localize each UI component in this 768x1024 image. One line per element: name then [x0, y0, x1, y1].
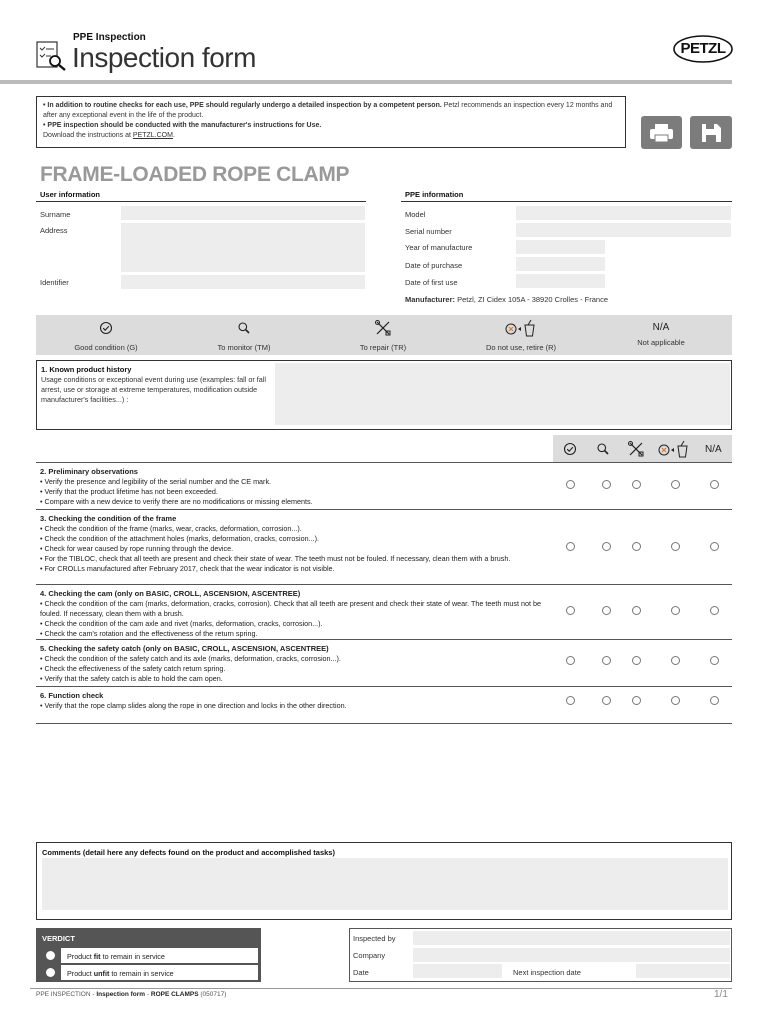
radio-function-retire[interactable]	[671, 696, 680, 705]
history-text: Usage conditions or exceptional event during use (examples: fall or fall arrest, use or storage at extreme temperatures, modification outside manufacturer's facilities...) :	[41, 375, 266, 404]
radio-cam-na[interactable]	[710, 606, 719, 615]
purchase-field[interactable]	[516, 257, 605, 271]
radio-preliminary-good[interactable]	[566, 480, 575, 489]
radio-verdict-unfit[interactable]	[46, 968, 55, 977]
radio-catch-na[interactable]	[710, 656, 719, 665]
col-monitor-icon	[596, 442, 610, 461]
section-function	[36, 687, 732, 724]
surname-field[interactable]	[121, 206, 365, 220]
manufacturer-value: Petzl, ZI Cidex 105A - 38920 Crolles - France	[455, 295, 609, 304]
check-circle-icon	[99, 321, 113, 335]
col-retire-icon	[657, 440, 691, 463]
page-title: Inspection form	[72, 42, 256, 73]
col-repair-icon	[627, 440, 645, 463]
col-good-icon	[563, 442, 577, 461]
year-label: Year of manufacture	[405, 243, 473, 252]
section-title: 5. Checking the safety catch (only on BASIC, CROLL, ASCENSION, ASCENTREE)	[40, 644, 329, 653]
next-date-field[interactable]	[636, 964, 730, 978]
petzl-logo	[673, 34, 733, 64]
magnifier-icon	[237, 321, 251, 335]
print-button[interactable]	[641, 116, 682, 149]
legend-retire-label: Do not use, retire (R)	[485, 343, 557, 352]
radio-frame-retire[interactable]	[671, 542, 680, 551]
verdict-unfit-label	[67, 969, 174, 978]
user-info-heading: User information	[40, 190, 101, 199]
check-line: • Check for wear caused by rope running through the device.	[40, 544, 234, 553]
floppy-icon	[690, 116, 732, 149]
notice-line2: • PPE inspection should be conducted with the manufacturer's instructions for Use.	[43, 122, 322, 129]
manufacturer-label: Manufacturer:	[405, 295, 456, 304]
footer-rule	[30, 988, 732, 989]
section-title: 3. Checking the condition of the frame	[40, 514, 177, 523]
radio-function-good[interactable]	[566, 696, 575, 705]
legend-retire	[471, 319, 571, 352]
legend-na-label: Not applicable	[637, 338, 685, 347]
legend-repair-label: To repair (TR)	[359, 343, 407, 352]
section-preliminary	[36, 463, 732, 510]
check-line: • Check the condition of the frame (marks, wear, cracks, deformation, corrosion...).	[40, 524, 302, 533]
radio-cam-good[interactable]	[566, 606, 575, 615]
next-date-label: Next inspection date	[513, 968, 581, 977]
notice-line3-prefix: Download the instructions at	[43, 132, 133, 139]
radio-catch-retire[interactable]	[671, 656, 680, 665]
radio-catch-good[interactable]	[566, 656, 575, 665]
check-line: • Verify that the product lifetime has not been exceeded.	[40, 487, 218, 496]
radio-cam-retire[interactable]	[671, 606, 680, 615]
footer-part3: -	[145, 991, 151, 998]
notice-box	[36, 96, 626, 148]
form-icon	[34, 40, 68, 72]
check-line: • Check the cam's rotation and the effectiveness of the return spring.	[40, 629, 258, 638]
check-line: • Check the effectiveness of the safety catch return spring.	[40, 664, 226, 673]
col-na-label: N/A	[705, 444, 722, 455]
radio-function-repair[interactable]	[632, 696, 641, 705]
identifier-field[interactable]	[121, 275, 365, 289]
user-info-rule	[36, 201, 366, 202]
inspected-by-label: Inspected by	[353, 934, 396, 943]
purchase-label: Date of purchase	[405, 261, 463, 270]
model-field[interactable]	[516, 206, 731, 220]
manufacturer	[405, 295, 608, 304]
inspected-by-field[interactable]	[413, 931, 730, 945]
radio-preliminary-na[interactable]	[710, 480, 719, 489]
check-line: • Check the condition of the cam (marks, deformation, cracks, corrosion). Check that all teeth are present and check their state of wear. The teeth must not be fouled. If necessary, clean them with a brush.	[40, 599, 541, 618]
section-title: 6. Function check	[40, 691, 104, 700]
radio-frame-good[interactable]	[566, 542, 575, 551]
radio-verdict-fit[interactable]	[46, 951, 55, 960]
section-frame	[36, 510, 732, 585]
surname-label: Surname	[40, 210, 71, 219]
company-field[interactable]	[413, 948, 730, 962]
radio-cam-repair[interactable]	[632, 606, 641, 615]
save-button[interactable]	[690, 116, 732, 149]
printer-icon	[641, 116, 682, 149]
ppe-info-rule	[401, 201, 732, 202]
first-use-field[interactable]	[516, 274, 605, 288]
unfit-bold: unfit	[93, 969, 110, 978]
check-line: • Check the condition of the attachment holes (marks, deformation, cracks, corrosion...).	[40, 534, 319, 543]
fit-bold: fit	[93, 952, 101, 961]
radio-function-monitor[interactable]	[602, 696, 611, 705]
check-line: • Verify that the rope clamp slides along the rope in one direction and locks in the other direction.	[40, 701, 347, 710]
radio-preliminary-monitor[interactable]	[602, 480, 611, 489]
radio-preliminary-repair[interactable]	[632, 480, 641, 489]
check-line: • Check the condition of the safety catch and its axle (marks, deformation, cracks, corrosion...).	[40, 654, 341, 663]
radio-catch-monitor[interactable]	[602, 656, 611, 665]
date-label: Date	[353, 968, 369, 977]
footer-part5: (050717)	[198, 991, 227, 998]
fit-post: to remain in service	[100, 952, 165, 961]
identifier-label: Identifier	[40, 278, 69, 287]
header-supertitle: PPE Inspection	[73, 32, 146, 43]
legend-na	[611, 322, 711, 347]
radio-frame-na[interactable]	[710, 542, 719, 551]
legend-good	[56, 321, 156, 352]
check-line: • Check the condition of the cam axle and rivet (marks, deformation, cracks, corrosion...).	[40, 619, 323, 628]
notice-line3-suffix: .	[172, 132, 175, 139]
legend-repair	[333, 319, 433, 352]
comments-field[interactable]	[42, 858, 728, 910]
year-field[interactable]	[516, 240, 605, 254]
section-title: 4. Checking the cam (only on BASIC, CROLL, ASCENSION, ASCENTREE)	[40, 589, 301, 598]
legend-monitor-label: To monitor (TM)	[217, 343, 271, 352]
fit-pre: Product	[67, 952, 94, 961]
radio-frame-monitor[interactable]	[602, 542, 611, 551]
footer-part2: Inspection form	[96, 991, 146, 998]
verdict-fit-label	[67, 952, 165, 961]
radio-cam-monitor[interactable]	[602, 606, 611, 615]
ppe-info-heading: PPE information	[405, 190, 464, 199]
footer-part1: PPE INSPECTION -	[36, 991, 97, 998]
section-safety-catch	[36, 640, 732, 687]
history-title: 1. Known product history	[41, 365, 132, 374]
address-field[interactable]	[121, 223, 365, 272]
check-line: • For CROLLs manufactured after February 2017, check that the wear indicator is not visible.	[40, 564, 335, 573]
check-line: • For the TIBLOC, check that all teeth are present and check their state of wear. The teeth must not be fouled. If necessary, clean them with a brush.	[40, 554, 511, 563]
radio-preliminary-retire[interactable]	[671, 480, 680, 489]
serial-label: Serial number	[405, 227, 452, 236]
notice-line1-rest: Petzl recommends an inspection every 12 months and after any exceptional event in the life of the product.	[43, 102, 613, 119]
product-title: FRAME-LOADED ROPE CLAMP	[40, 163, 350, 186]
serial-field[interactable]	[516, 223, 731, 237]
section-cam	[36, 585, 732, 640]
page-number: 1/1	[714, 989, 728, 1000]
check-line: • Compare with a new device to verify there are no modifications or missing elements.	[40, 497, 313, 506]
history-field[interactable]	[275, 363, 730, 425]
model-label: Model	[405, 210, 426, 219]
unfit-pre: Product	[67, 969, 94, 978]
radio-frame-repair[interactable]	[632, 542, 641, 551]
footer-part4: ROPE CLAMPS	[150, 991, 199, 998]
legend-good-label: Good condition (G)	[74, 343, 138, 352]
brand-name: PETZL	[680, 40, 726, 57]
comments-title: Comments (detail here any defects found on the product and accomplished tasks)	[42, 848, 335, 857]
tools-icon	[374, 319, 392, 337]
first-use-label: Date of first use	[405, 278, 458, 287]
check-line: • Verify the presence and legibility of the serial number and the CE mark.	[40, 477, 272, 486]
check-line: • Verify that the safety catch is able to hold the cam open.	[40, 674, 223, 683]
radio-catch-repair[interactable]	[632, 656, 641, 665]
section-title: 2. Preliminary observations	[40, 467, 138, 476]
retire-icon	[504, 319, 538, 337]
verdict-heading: VERDICT	[42, 934, 75, 943]
unfit-post: to remain in service	[109, 969, 174, 978]
date-field[interactable]	[413, 964, 502, 978]
address-label: Address	[40, 226, 68, 235]
company-label: Company	[353, 951, 386, 960]
footer-text	[36, 991, 226, 998]
na-symbol: N/A	[652, 322, 670, 333]
petzl-link[interactable]: PETZL.COM	[132, 132, 173, 139]
legend-monitor	[194, 321, 294, 352]
notice-line1-bold: • In addition to routine checks for each use, PPE should regularly undergo a detailed inspection by a competent person.	[43, 102, 442, 109]
header-rule	[0, 80, 732, 84]
radio-function-na[interactable]	[710, 696, 719, 705]
